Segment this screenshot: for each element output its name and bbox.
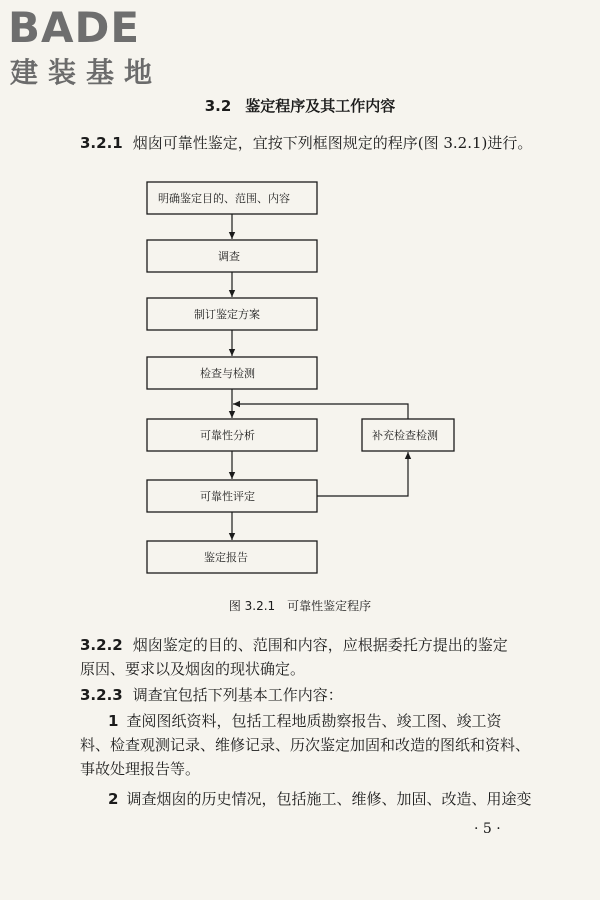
list-item-1: [108, 710, 538, 732]
logo-wordmark: BADE: [8, 3, 141, 52]
item-text-line: 料、检查观测记录、维修记录、历次鉴定加固和改造的图纸和资料、: [80, 736, 531, 754]
list-item-2: [108, 788, 538, 810]
figure-title: 可靠性鉴定程序: [287, 599, 372, 613]
flow-node-7: [147, 541, 317, 573]
clause-number: 3.2.2: [80, 636, 123, 654]
item-number: 2: [108, 790, 119, 808]
flow-node-label: 调查: [218, 250, 240, 263]
flow-node-label: 制订鉴定方案: [194, 308, 260, 321]
clause-text: 烟囱可靠性鉴定，宜按下列框图规定的程序(图 3.2.1)进行。: [132, 134, 533, 152]
clause-text: 调查宜包括下列基本工作内容：: [132, 686, 343, 704]
flow-node-6: [147, 480, 317, 512]
clause-number: 3.2.3: [80, 686, 123, 704]
flow-node-label: 可靠性分析: [200, 429, 255, 442]
flow-arrow-feedback-up: [317, 452, 408, 496]
clause-3-2-2: [80, 634, 540, 656]
flow-node-3: [147, 298, 317, 330]
figure-number: 图 3.2.1: [228, 599, 276, 613]
list-item-1-continued: [80, 734, 540, 756]
flow-arrow-feedback-return: [233, 404, 408, 419]
section-title: 鉴定程序及其工作内容: [245, 97, 396, 115]
item-number: 1: [108, 712, 119, 730]
flow-node-4: [147, 357, 317, 389]
clause-3-2-2-continued: [80, 658, 540, 680]
flow-node-label: 可靠性评定: [200, 490, 255, 503]
flow-node-2: [147, 240, 317, 272]
list-item-1-continued: [80, 758, 540, 780]
logo-subtitle: 建装基地: [10, 56, 163, 89]
clause-number: 3.2.1: [80, 134, 123, 152]
flow-node-label: 明确鉴定目的、范围、内容: [158, 192, 290, 205]
clause-3-2-3: [80, 684, 540, 706]
item-text-line: 查阅图纸资料，包括工程地质勘察报告、竣工图、竣工资: [126, 712, 502, 730]
flow-side-node: [362, 419, 454, 451]
clause-text-line: 原因、要求以及烟囱的现状确定。: [80, 660, 306, 678]
flow-side-node-label: 补充检查检测: [372, 429, 438, 442]
flow-node-label: 鉴定报告: [204, 551, 248, 564]
page-number: · 5 ·: [474, 821, 501, 837]
flow-node-label: 检查与检测: [200, 367, 255, 380]
figure-caption: [0, 598, 600, 614]
clause-text-line: 烟囱鉴定的目的、范围和内容，应根据委托方提出的鉴定: [132, 636, 508, 654]
flow-node-5: [147, 419, 317, 451]
flow-node-1: [147, 182, 317, 214]
item-text-line: 调查烟囱的历史情况，包括施工、维修、加固、改造、用途变: [126, 790, 532, 808]
item-text-line: 事故处理报告等。: [80, 760, 201, 778]
section-number: 3.2: [204, 97, 232, 115]
